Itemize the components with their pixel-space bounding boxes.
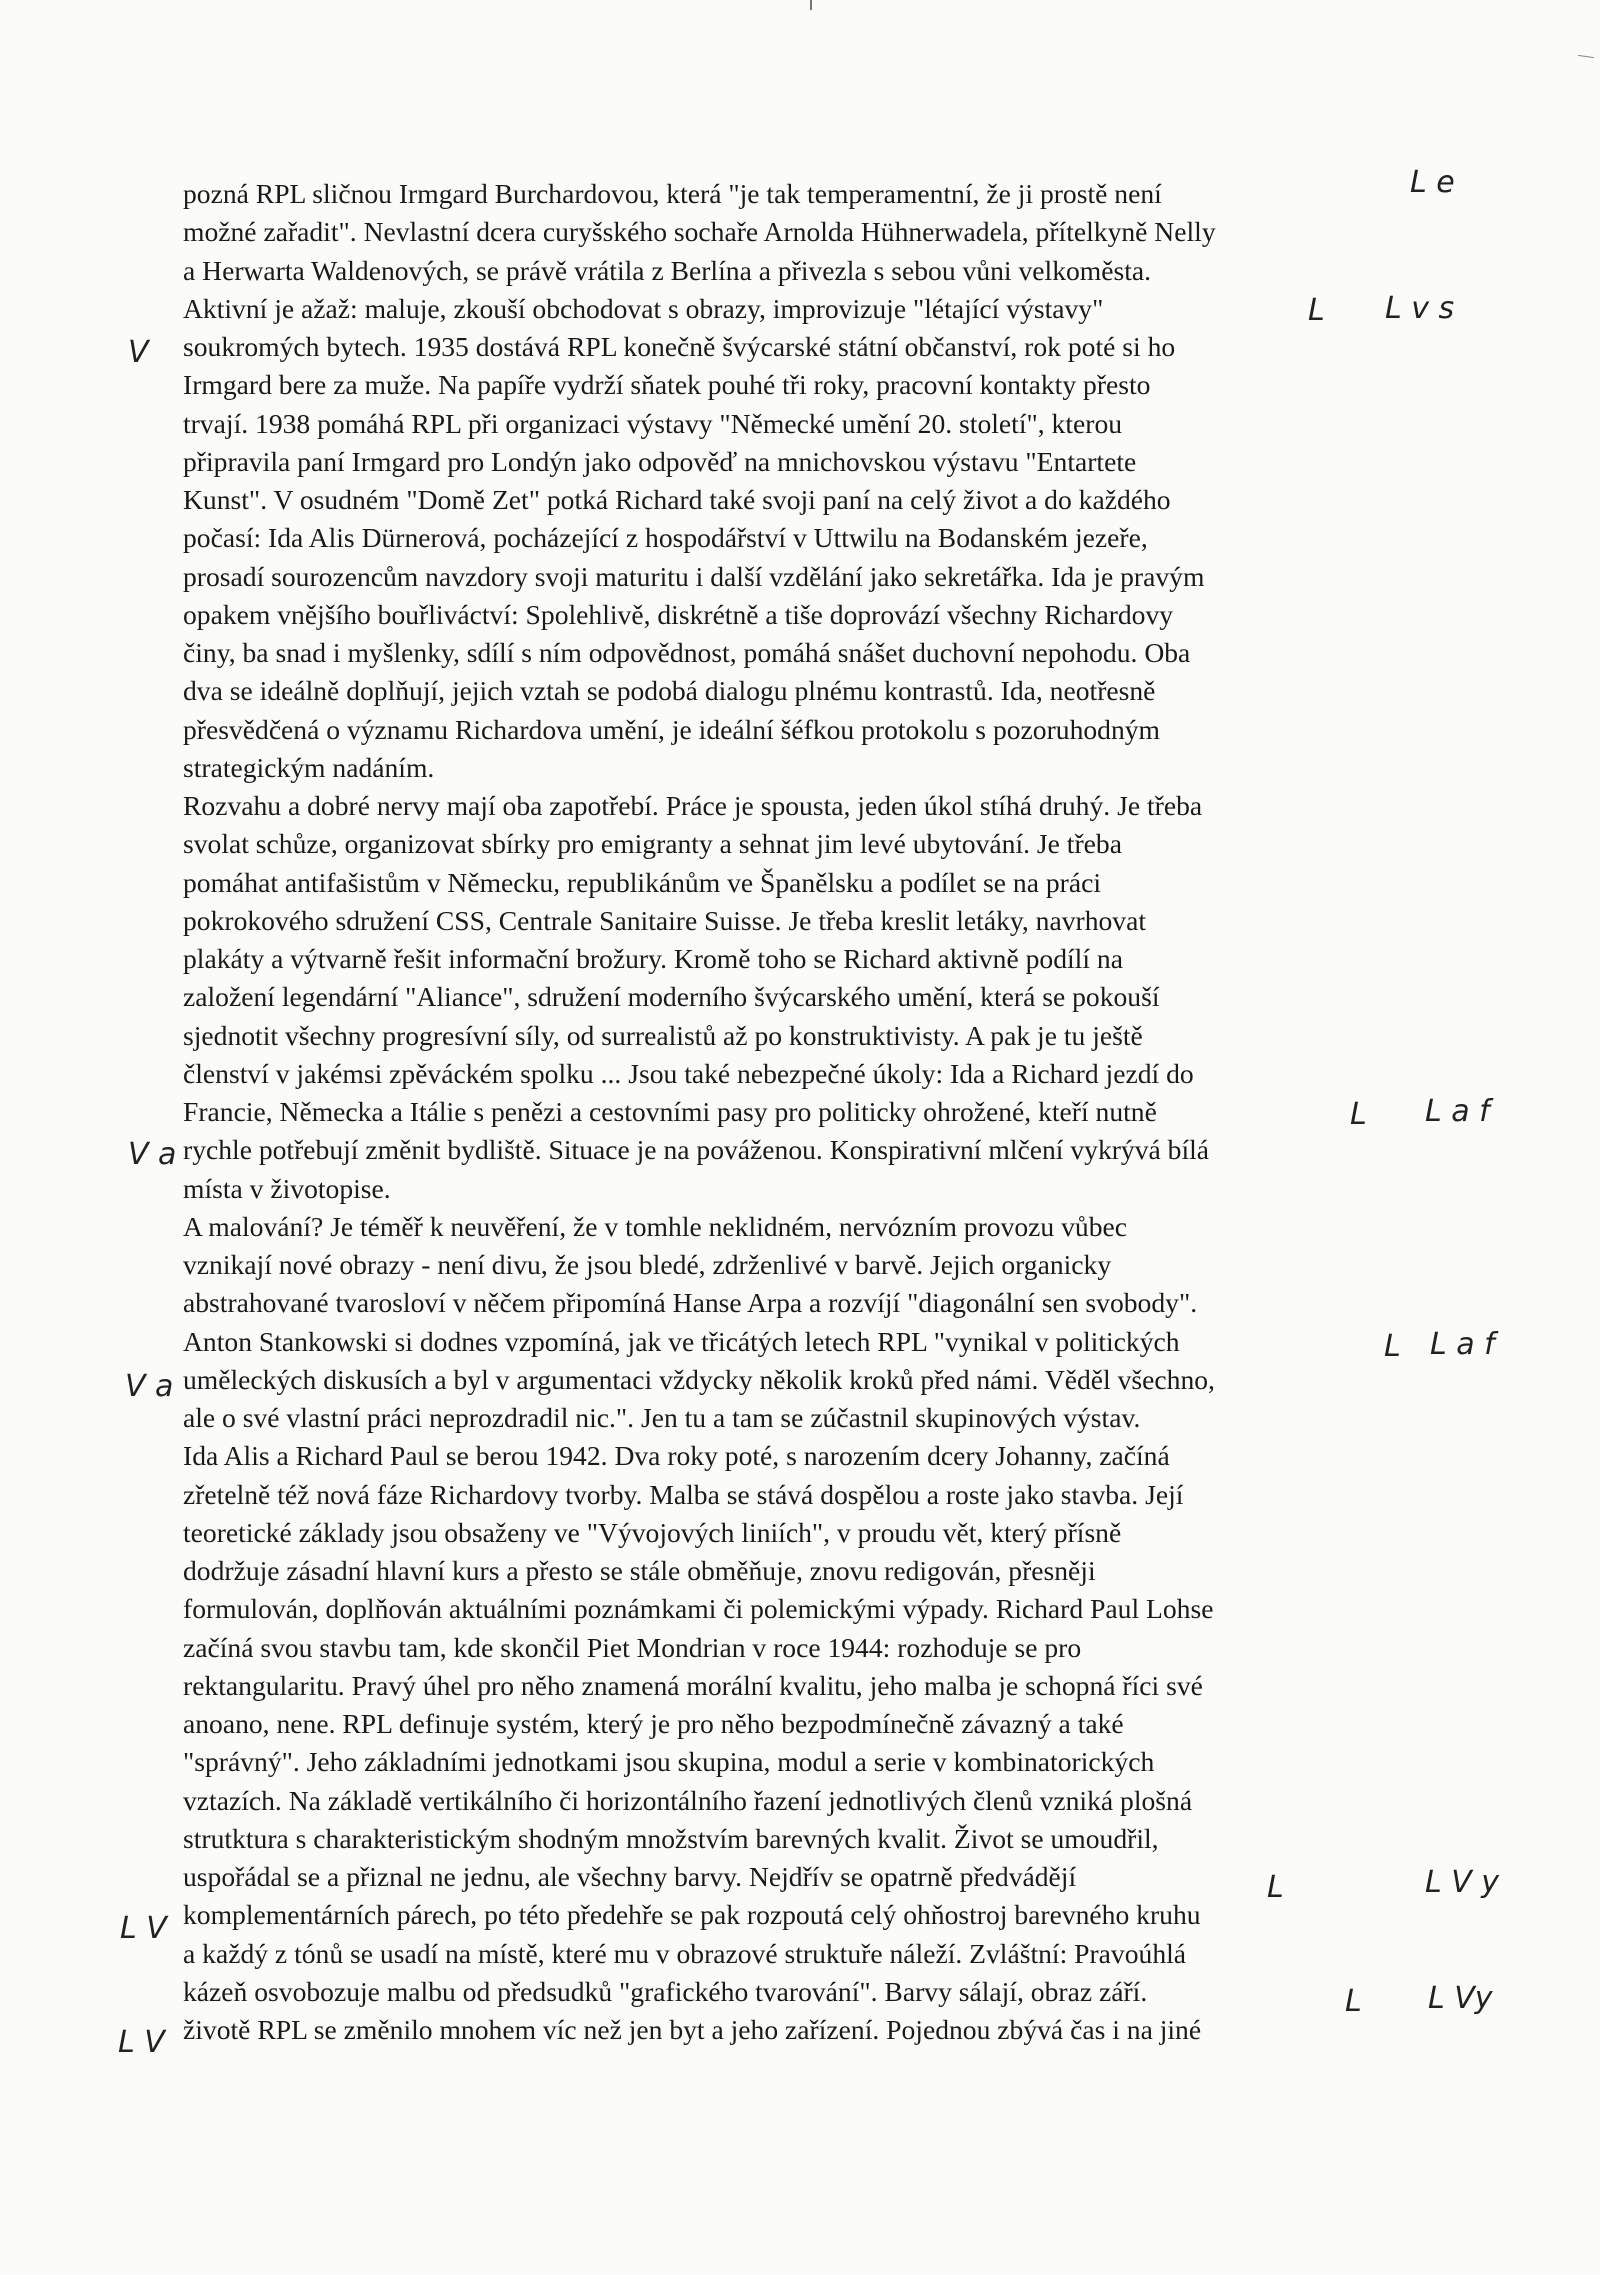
text-line: rektangularitu. Pravý úhel pro něho znamená morální kvalitu, jeho malba je schopná říci své: [183, 1669, 1203, 1701]
text-line: možné zařadit". Nevlastní dcera curyšského sochaře Arnolda Hühnerwadela, přítelkyně Nelly: [183, 216, 1216, 248]
text-line: vztazích. Na základě vertikálního či horizontálního řazení jednotlivých členů vzniká plošná: [183, 1784, 1193, 1816]
text-line: strutktura s charakteristickým shodným množstvím barevných kvalit. Život se umoudřil,: [183, 1822, 1159, 1854]
text-line: připravila paní Irmgard pro Londýn jako odpověď na mnichovskou výstavu "Entartete: [183, 445, 1137, 477]
text-line: pomáhat antifašistům v Německu, republikánům ve Španělsku a podílet se na práci: [183, 866, 1102, 898]
text-line: "správný". Jeho základními jednotkami jsou skupina, modul a serie v kombinatorických: [183, 1746, 1155, 1778]
inline-mark: L: [1384, 1329, 1401, 1364]
inline-mark: L: [1308, 293, 1325, 328]
body-text: [183, 175, 1433, 2088]
inline-mark: L: [1267, 1870, 1284, 1905]
text-line: kázeň osvobozuje malbu od předsudků "grafického tvarování". Barvy sálají, obraz září.: [183, 1975, 1148, 2007]
text-line: činy, ba snad i myšlenky, sdílí s ním odpovědnost, pomáhá snášet duchovní nepohodu. Oba: [183, 637, 1191, 668]
margin-mark: V a: [125, 1369, 174, 1404]
text-line: Aktivní je ažaž: maluje, zkouší obchodovat s obrazy, improvizuje "létající výstavy": [183, 292, 1104, 324]
text-line: Francie, Německa a Itálie s penězi a cestovními pasy pro politicky ohrožené, kteří nutně: [183, 1096, 1157, 1127]
margin-mark: L V: [118, 2025, 165, 2060]
margin-mark: V a: [128, 1137, 177, 1172]
text-line: dodržuje zásadní hlavní kurs a přesto se stále obměňuje, znovu redigován, přesněji: [183, 1555, 1096, 1586]
margin-mark: L e: [1410, 165, 1455, 200]
margin-mark: L a f: [1430, 1327, 1495, 1362]
margin-mark: V: [128, 335, 149, 370]
scan-corner-mark: [1578, 55, 1594, 58]
text-line: komplementárních párech, po této předehře se pak rozpoutá celý ohňostroj barevného kruhu: [183, 1899, 1201, 1931]
text-line: a Herwarta Waldenových, se právě vrátila z Berlína a přivezla s sebou vůni velkoměsta.: [183, 254, 1152, 286]
text-line: a každý z tónů se usadí na místě, které mu v obrazové struktuře náleží. Zvláštní: Pravoúhlá: [183, 1937, 1187, 1969]
text-line: uspořádal se a přiznal ne jednu, ale všechny barvy. Nejdřív se opatrně předvádějí: [183, 1861, 1077, 1892]
text-line: založení legendární "Aliance", sdružení moderního švýcarského umění, která se pokouší: [183, 981, 1160, 1013]
text-line: rychle potřebují změnit bydliště. Situace je na pováženou. Konspirativní mlčení vykrývá bílá: [183, 1134, 1210, 1166]
text-line: plakáty a výtvarně řešit informační brožury. Kromě toho se Richard aktivně podílí na: [183, 943, 1123, 974]
text-line: [183, 2049, 1433, 2087]
text-line: Kunst". V osudném "Domě Zet" potká Richard také svoji paní na celý život a do každého: [183, 484, 1171, 515]
text-line: vznikají nové obrazy - není divu, že jsou bledé, zdrženlivé v barvě. Jejich organicky: [183, 1249, 1112, 1280]
text-line: prosadí sourozencům navzdory svoji maturitu i další vzdělání jako sekretářka. Ida je pravým: [183, 560, 1205, 592]
text-line: abstrahované tvarosloví v něčem připomíná Hanse Arpa a rozvíjí "diagonální sen svobody".: [183, 1287, 1198, 1319]
text-line: Anton Stankowski si dodnes vzpomíná, jak ve třicátých letech RPL "vynikal v politických: [183, 1325, 1180, 1357]
text-line: pokrokového sdružení CSS, Centrale Sanitaire Suisse. Je třeba kreslit letáky, navrhovat: [183, 904, 1147, 936]
text-line: formulován, doplňován aktuálními poznámkami či polemickými výpady. Richard Paul Lohse: [183, 1593, 1214, 1625]
text-line: počasí: Ida Alis Dürnerová, pocházející z hospodářství v Uttwilu na Bodanském jezeře,: [183, 522, 1148, 554]
text-line: členství v jakémsi zpěváckém spolku ... Jsou také nebezpečné úkoly: Ida a Richard jezdí do: [183, 1057, 1194, 1089]
margin-mark: L a f: [1425, 1094, 1490, 1129]
text-line: uměleckých diskusích a byl v argumentaci vždycky několik kroků před námi. Věděl všechno,: [183, 1363, 1215, 1395]
text-line: soukromých bytech. 1935 dostává RPL konečně švýcarské státní občanství, rok poté si ho: [183, 331, 1176, 362]
text-line: zřetelně též nová fáze Richardovy tvorby. Malba se stává dospělou a roste jako stavba. Její: [183, 1478, 1184, 1510]
text-line: Irmgard bere za muže. Na papíře vydrží sňatek pouhé tři roky, pracovní kontakty přesto: [183, 369, 1151, 401]
text-line: Ida Alis a Richard Paul se berou 1942. Dva roky poté, s narozením dcery Johanny, začíná: [183, 1440, 1170, 1472]
margin-mark: L v s: [1385, 291, 1455, 326]
text-line: anoano, nene. RPL definuje systém, který je pro něho bezpodmínečně závazný a také: [183, 1708, 1124, 1739]
text-line: pozná RPL sličnou Irmgard Burchardovou, která "je tak temperamentní, že ji prostě není: [183, 178, 1162, 209]
scan-tick-mark: [810, 0, 812, 10]
text-line: ale o své vlastní práci neprozdradil nic.". Jen tu a tam se zúčastnil skupinových výstav.: [183, 1402, 1141, 1433]
margin-mark: L Vy: [1428, 1981, 1493, 2016]
inline-mark: L: [1345, 1984, 1362, 2019]
inline-mark: L: [1350, 1097, 1367, 1132]
text-line: Rozvahu a dobré nervy mají oba zapotřebí. Práce je spousta, jeden úkol stíhá druhý. Je třeba: [183, 790, 1203, 821]
text-line: strategickým nadáním.: [183, 751, 435, 783]
margin-mark: L V y: [1425, 1865, 1500, 1900]
text-line: opakem vnějšího bouřliváctví: Spolehlivě, diskrétně a tiše doprovází všechny Richardovy: [183, 598, 1174, 630]
text-line: A malování? Je téměř k neuvěření, že v tomhle neklidném, nervózním provozu vůbec: [183, 1210, 1128, 1242]
text-line: sjednotit všechny progresívní síly, od surrealistů až po konstruktivisty. A pak je tu ještě: [183, 1019, 1143, 1051]
text-line: dva se ideálně doplňují, jejich vztah se podobá dialogu plnému kontrastů. Ida, neotřesně: [183, 675, 1156, 707]
text-line: začíná svou stavbu tam, kde skončil Piet Mondrian v roce 1944: rozhoduje se pro: [183, 1631, 1082, 1663]
text-line: životě RPL se změnilo mnohem víc než jen byt a jeho zařízení. Pojednou zbývá čas i na jiné: [183, 2014, 1202, 2045]
text-line: svolat schůze, organizovat sbírky pro emigranty a sehnat jim levé ubytování. Je třeba: [183, 828, 1122, 860]
text-line: trvají. 1938 pomáhá RPL při organizaci výstavy "Německé umění 20. století", kterou: [183, 407, 1123, 439]
text-line: teoretické základy jsou obsaženy ve "Vývojových liniích", v proudu vět, který přísně: [183, 1516, 1122, 1548]
text-line: přesvědčená o významu Richardova umění, je ideální šéfkou protokolu s pozoruhodným: [183, 713, 1161, 745]
text-line: místa v životopise.: [183, 1172, 391, 1204]
margin-mark: L V: [120, 1911, 167, 1946]
